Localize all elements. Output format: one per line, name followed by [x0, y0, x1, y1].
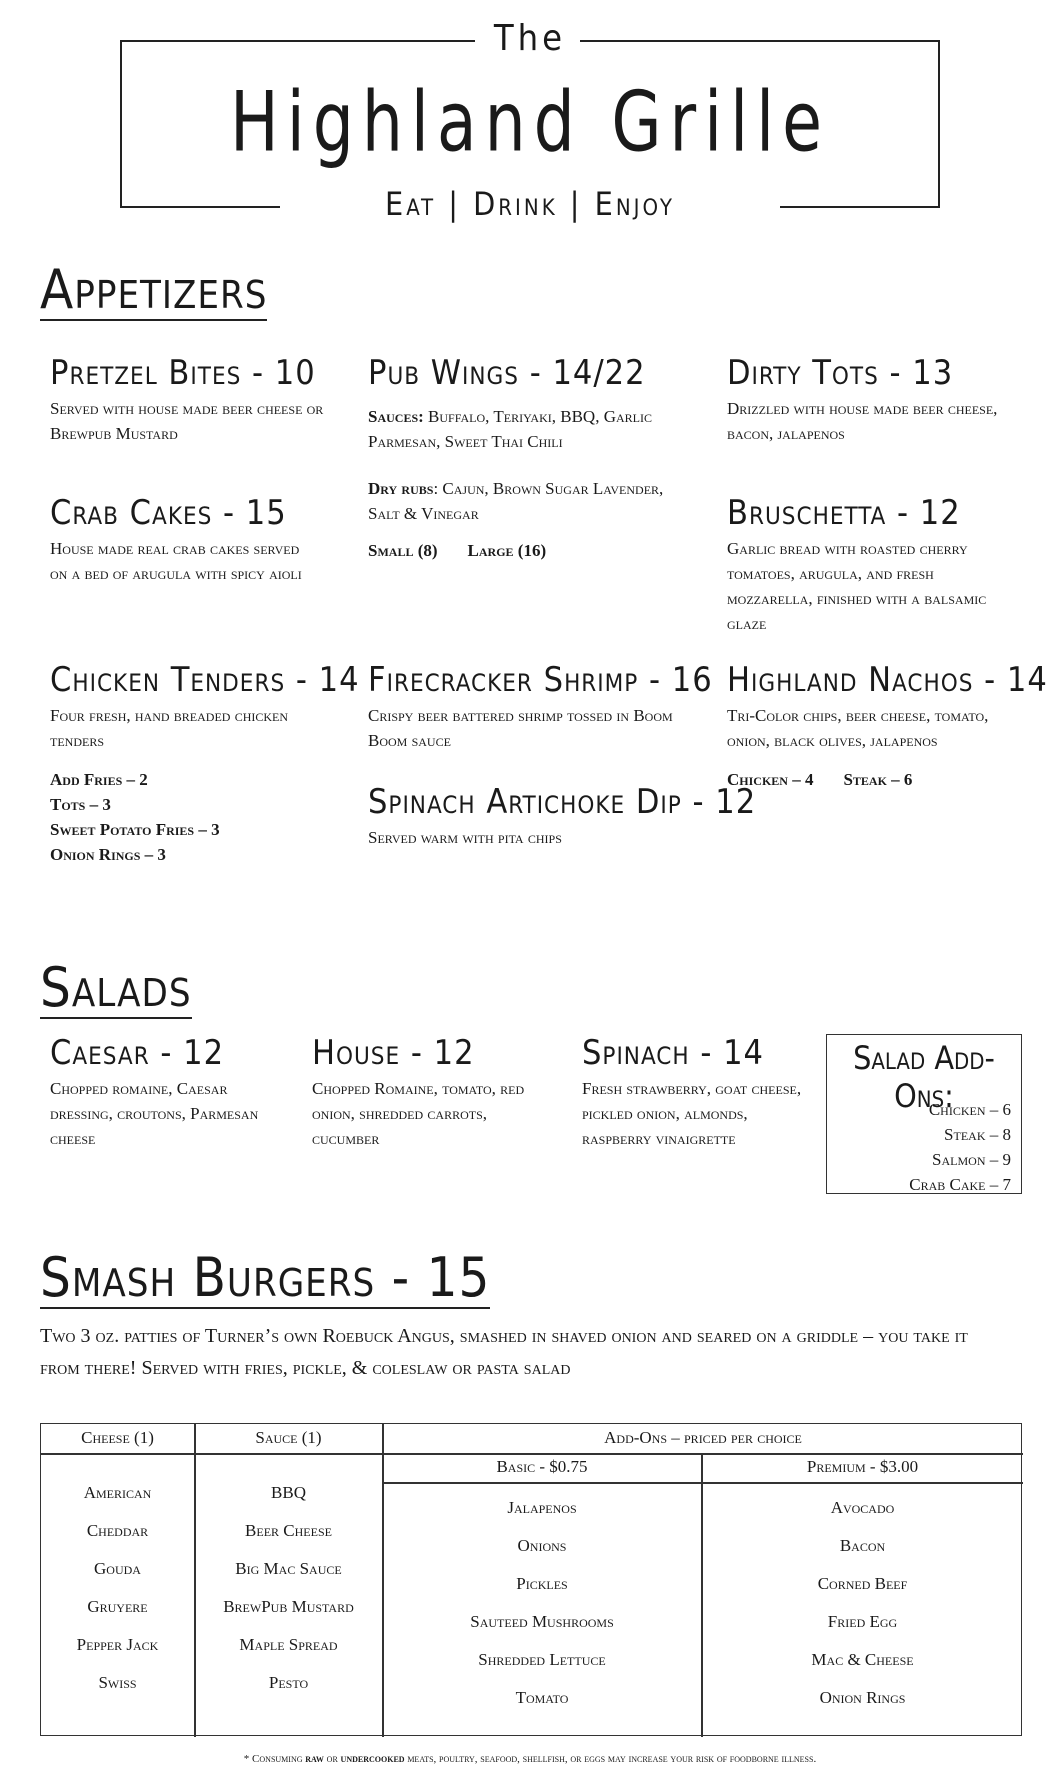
food-safety-footnote [0, 1753, 1060, 1765]
basic-addon-option: Jalapenos [507, 1498, 577, 1517]
footnote-text: * Consuming [243, 1753, 306, 1765]
item-title: Spinach Artichoke Dip - 12 [368, 782, 757, 822]
item-title: Pretzel Bites - 10 [50, 353, 316, 393]
size-large: Large (16) [467, 541, 547, 561]
menu-item-firecracker-shrimp [368, 660, 713, 753]
sauce-option: BBQ [271, 1483, 306, 1502]
addon-steak: Steak – 6 [843, 770, 913, 790]
menu-item-dirty-tots [727, 355, 1017, 446]
item-description [368, 404, 688, 454]
header-the: The [493, 18, 567, 59]
addon-chicken: Chicken – 4 [727, 770, 814, 790]
tenders-addons [50, 767, 330, 867]
salad-addons-title: Salad Add-Ons: [853, 1039, 995, 1115]
item-title: Chicken Tenders - 14 [50, 660, 360, 700]
addon-onion-rings: Onion Rings – 3 [50, 845, 166, 865]
salad-addons-list [909, 1097, 1011, 1197]
sauces-label: Sauces: [368, 407, 424, 427]
appetizers-heading: Appetizers [40, 258, 268, 321]
cheese-options [41, 1474, 194, 1702]
sauce-option: Pesto [268, 1673, 309, 1692]
menu-item-crab-cakes [50, 495, 320, 586]
cheese-option: Gruyere [87, 1597, 148, 1616]
sauce-column-header: Sauce (1) [255, 1428, 322, 1447]
item-description: Chopped Romaine, tomato, red onion, shredded carrots, cucumber [312, 1079, 525, 1149]
premium-addon-option: Fried Egg [827, 1612, 898, 1631]
restaurant-name: Highland Grille [229, 73, 831, 171]
addon-tots: Tots – 3 [50, 795, 111, 815]
item-title: Bruschetta - 12 [727, 493, 961, 533]
salad-addon-salmon: Salmon – 9 [932, 1150, 1011, 1169]
item-title: Spinach - 14 [582, 1033, 765, 1073]
tagline: Eat | Drink | Enjoy [385, 185, 675, 223]
cheese-column-header: Cheese (1) [81, 1428, 154, 1447]
sauce-option: Beer Cheese [245, 1521, 332, 1540]
basic-addon-option: Pickles [516, 1574, 568, 1593]
sauce-options [195, 1474, 382, 1702]
item-description: Garlic bread with roasted cherry tomatoes, arugula, and fresh mozzarella, finished with a balsamic glaze [727, 539, 987, 634]
item-description: Tri-Color chips, beer cheese, tomato, onion, black olives, jalapenos [727, 706, 989, 751]
footnote-undercooked: undercooked [340, 1753, 405, 1765]
basic-addon-option: Tomato [515, 1688, 569, 1707]
menu-item-bruschetta [727, 495, 1017, 636]
salads-heading: Salads [40, 956, 192, 1019]
smash-burgers-heading: Smash Burgers - 15 [40, 1246, 491, 1309]
premium-addon-options [702, 1489, 1023, 1717]
footnote-text: meats, poultry, seafood, shellfish, or eggs may increase your risk of foodborne illness. [404, 1753, 817, 1765]
size-small: Small (8) [368, 541, 438, 561]
sauce-option: BrewPub Mustard [223, 1597, 354, 1616]
addon-fries: Add Fries – 2 [50, 770, 148, 790]
item-title: Pub Wings - 14/22 [368, 353, 646, 393]
dry-rubs-label: Dry rubs [368, 479, 434, 499]
item-description: Four fresh, hand breaded chicken tenders [50, 706, 289, 751]
cheese-option: Pepper Jack [76, 1635, 159, 1654]
item-title: House - 12 [312, 1033, 475, 1073]
smash-burgers-description: Two 3 oz. patties of Turner’s own Roebuck Angus, smashed in shaved onion and seared on a griddle – you take it from there! Served with fries, pickle, & coleslaw or pasta salad [40, 1325, 968, 1379]
basic-addon-options [383, 1489, 701, 1717]
basic-addons-header: Basic - $0.75 [496, 1457, 588, 1476]
menu-item-pretzel-bites [50, 355, 330, 446]
nachos-addons [727, 767, 1017, 792]
salad-addons-box [826, 1034, 1022, 1194]
item-title: Crab Cakes - 15 [50, 493, 287, 533]
cheese-option: Cheddar [86, 1521, 149, 1540]
item-description: Crispy beer battered shrimp tossed in Boom Boom sauce [368, 706, 673, 751]
item-description: Chopped romaine, Caesar dressing, croutons, Parmesan cheese [50, 1079, 259, 1149]
item-title: Firecracker Shrimp - 16 [368, 660, 713, 700]
item-title: Highland Nachos - 14 [727, 660, 1048, 700]
menu-item-pub-wings [368, 355, 688, 563]
premium-addon-option: Onion Rings [819, 1688, 906, 1707]
cheese-option: Gouda [94, 1559, 141, 1578]
salad-addon-crab-cake: Crab Cake – 7 [909, 1175, 1011, 1194]
item-title: Caesar - 12 [50, 1033, 225, 1073]
addon-sweet-potato-fries: Sweet Potato Fries – 3 [50, 820, 220, 840]
salad-addon-steak: Steak – 8 [944, 1125, 1011, 1144]
basic-addon-option: Onions [517, 1536, 567, 1555]
sauces-list: Buffalo, Teriyaki, BBQ, Garlic Parmesan, Sweet Thai Chili [368, 407, 652, 452]
sauce-option: Big Mac Sauce [235, 1559, 342, 1578]
premium-addon-option: Mac & Cheese [811, 1650, 914, 1669]
footnote-raw: raw [305, 1753, 324, 1765]
dry-rubs-list: : Cajun, Brown Sugar Lavender, Salt & Vinegar [368, 479, 664, 524]
item-description: Served warm with pita chips [368, 828, 562, 848]
menu-item-spinach-artichoke-dip [368, 782, 757, 850]
salad-addon-chicken: Chicken – 6 [928, 1100, 1011, 1119]
item-description: Served with house made beer cheese or Brewpub Mustard [50, 399, 324, 444]
basic-addon-option: Shredded Lettuce [478, 1650, 606, 1669]
item-description: Fresh strawberry, goat cheese, pickled onion, almonds, raspberry vinaigrette [582, 1079, 802, 1149]
premium-addon-option: Avocado [830, 1498, 895, 1517]
premium-addon-option: Corned Beef [817, 1574, 908, 1593]
menu-item-chicken-tenders [50, 660, 360, 867]
menu-item-highland-nachos [727, 660, 1048, 792]
cheese-option: Swiss [98, 1673, 137, 1692]
addons-column-header: Add-Ons – priced per choice [604, 1428, 802, 1447]
menu-item-spinach-salad [582, 1035, 802, 1151]
premium-addon-option: Bacon [839, 1536, 886, 1555]
menu-item-caesar-salad [50, 1035, 290, 1151]
item-description: Drizzled with house made beer cheese, bacon, jalapenos [727, 399, 998, 444]
sauce-option: Maple Spread [239, 1635, 338, 1654]
wing-sizes [368, 538, 688, 563]
cheese-option: American [83, 1483, 152, 1502]
menu-item-house-salad [312, 1035, 557, 1151]
item-title: Dirty Tots - 13 [727, 353, 954, 393]
premium-addons-header: Premium - $3.00 [806, 1457, 919, 1476]
dry-rubs [368, 476, 688, 526]
burger-options-table [40, 1423, 1022, 1736]
basic-addon-option: Sauteed Mushrooms [470, 1612, 614, 1631]
item-description: House made real crab cakes served on a bed of arugula with spicy aioli [50, 539, 302, 584]
footnote-text: or [323, 1753, 341, 1765]
